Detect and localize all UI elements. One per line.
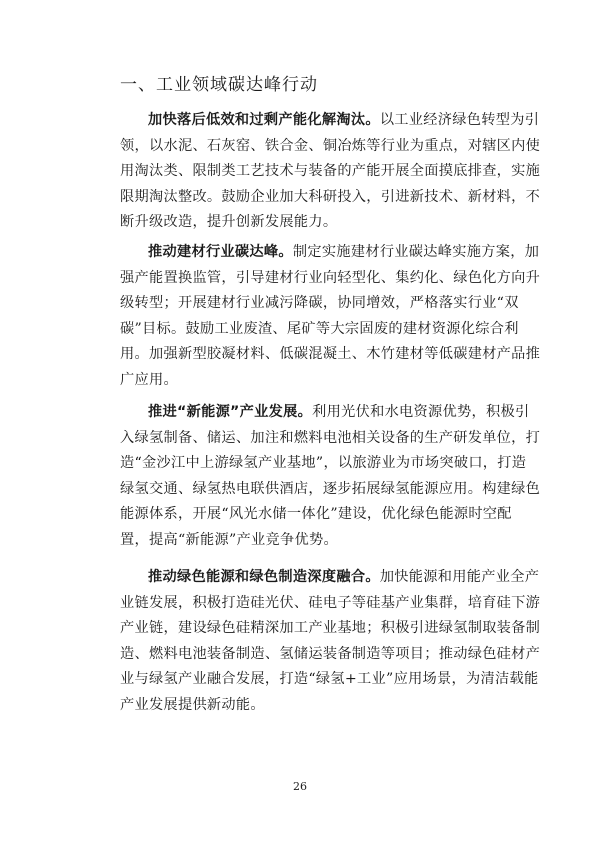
paragraph-line: 强产能置换监管，引导建材行业向轻型化、集约化、绿色化方向升 [120, 269, 541, 286]
paragraph-line: 用淘汰类、限制类工艺技术与装备的产能开展全面摸底排查，实施 [120, 163, 541, 180]
section-heading: 一、工业领域碳达峰行动 [120, 75, 318, 95]
paragraph-line: 产业发展提供新动能。 [120, 696, 265, 713]
paragraph-lead: 加快落后低效和过剩产能化解淘汰。 [148, 112, 380, 128]
paragraph-line: 限期淘汰整改。鼓励企业加大科研投入，引进新技术、新材料，不 [120, 188, 541, 205]
paragraph-1 [120, 108, 541, 236]
paragraph-text: 加快能源和用能产业全产 [379, 569, 540, 585]
paragraph-line: 业与绿氢产业融合发展，打造“绿氢+工业”应用场景，为清洁载能 [120, 671, 539, 688]
paragraph-line: 广应用。 [120, 371, 178, 388]
paragraph-line: 产业链，建设绿色硅精深加工产业基地；积极引进绿氢制取装备制 [120, 620, 541, 637]
paragraph-line: 碳”目标。鼓励工业废渣、尾矿等大宗固废的建材资源化综合利 [120, 320, 519, 337]
paragraph-text: 以工业经济绿色转型为引 [379, 112, 540, 128]
paragraph-lead: 推动建材行业碳达峰。 [148, 244, 293, 260]
paragraph-text: 利用光伏和水电资源优势，积极引 [312, 404, 530, 420]
paragraph-line: 领，以水泥、石灰窑、铁合金、铜冶炼等行业为重点，对辖区内使 [120, 137, 541, 154]
paragraph-first-line [120, 240, 540, 266]
paragraph-line: 置，提高“新能源”产业竞争优势。 [120, 531, 338, 548]
paragraph-lead: 推进“新能源”产业发展。 [148, 404, 313, 420]
paragraph-text: 制定实施建材行业碳达峰实施方案，加 [292, 244, 540, 260]
paragraph-4 [120, 565, 541, 719]
paragraph-lead: 推动绿色能源和绿色制造深度融合。 [148, 569, 380, 585]
paragraph-line: 造、燃料电池装备制造、氢储运装备制造等项目；推动绿色硅材产 [120, 645, 541, 662]
paragraph-first-line [120, 400, 530, 426]
paragraph-line: 业链发展，积极打造硅光伏、硅电子等硅基产业集群，培育硅下游 [120, 594, 541, 611]
paragraph-first-line [120, 565, 540, 591]
paragraph-line: 造“金沙江中上游绿氢产业基地”，以旅游业为市场突破口，打造 [120, 455, 527, 472]
paragraph-3 [120, 400, 541, 554]
page-number: 26 [293, 780, 307, 793]
paragraph-line: 入绿氢制备、储运、加注和燃料电池相关设备的生产研发单位，打 [120, 429, 541, 446]
paragraph-line: 绿氢交通、绿氢热电联供酒店，逐步拓展绿氢能源应用。构建绿色 [120, 480, 541, 497]
paragraph-line: 能源体系，开展“风光水储一体化”建设，优化绿色能源时空配 [120, 506, 512, 523]
paragraph-line: 用。加强新型胶凝材料、低碳混凝土、木竹建材等低碳建材产品推 [120, 346, 541, 363]
paragraph-line: 级转型；开展建材行业减污降碳，协同增效，严格落实行业“双 [120, 295, 519, 312]
paragraph-2 [120, 240, 541, 394]
paragraph-first-line [120, 108, 540, 134]
paragraph-line: 断升级改造，提升创新发展能力。 [120, 214, 338, 231]
